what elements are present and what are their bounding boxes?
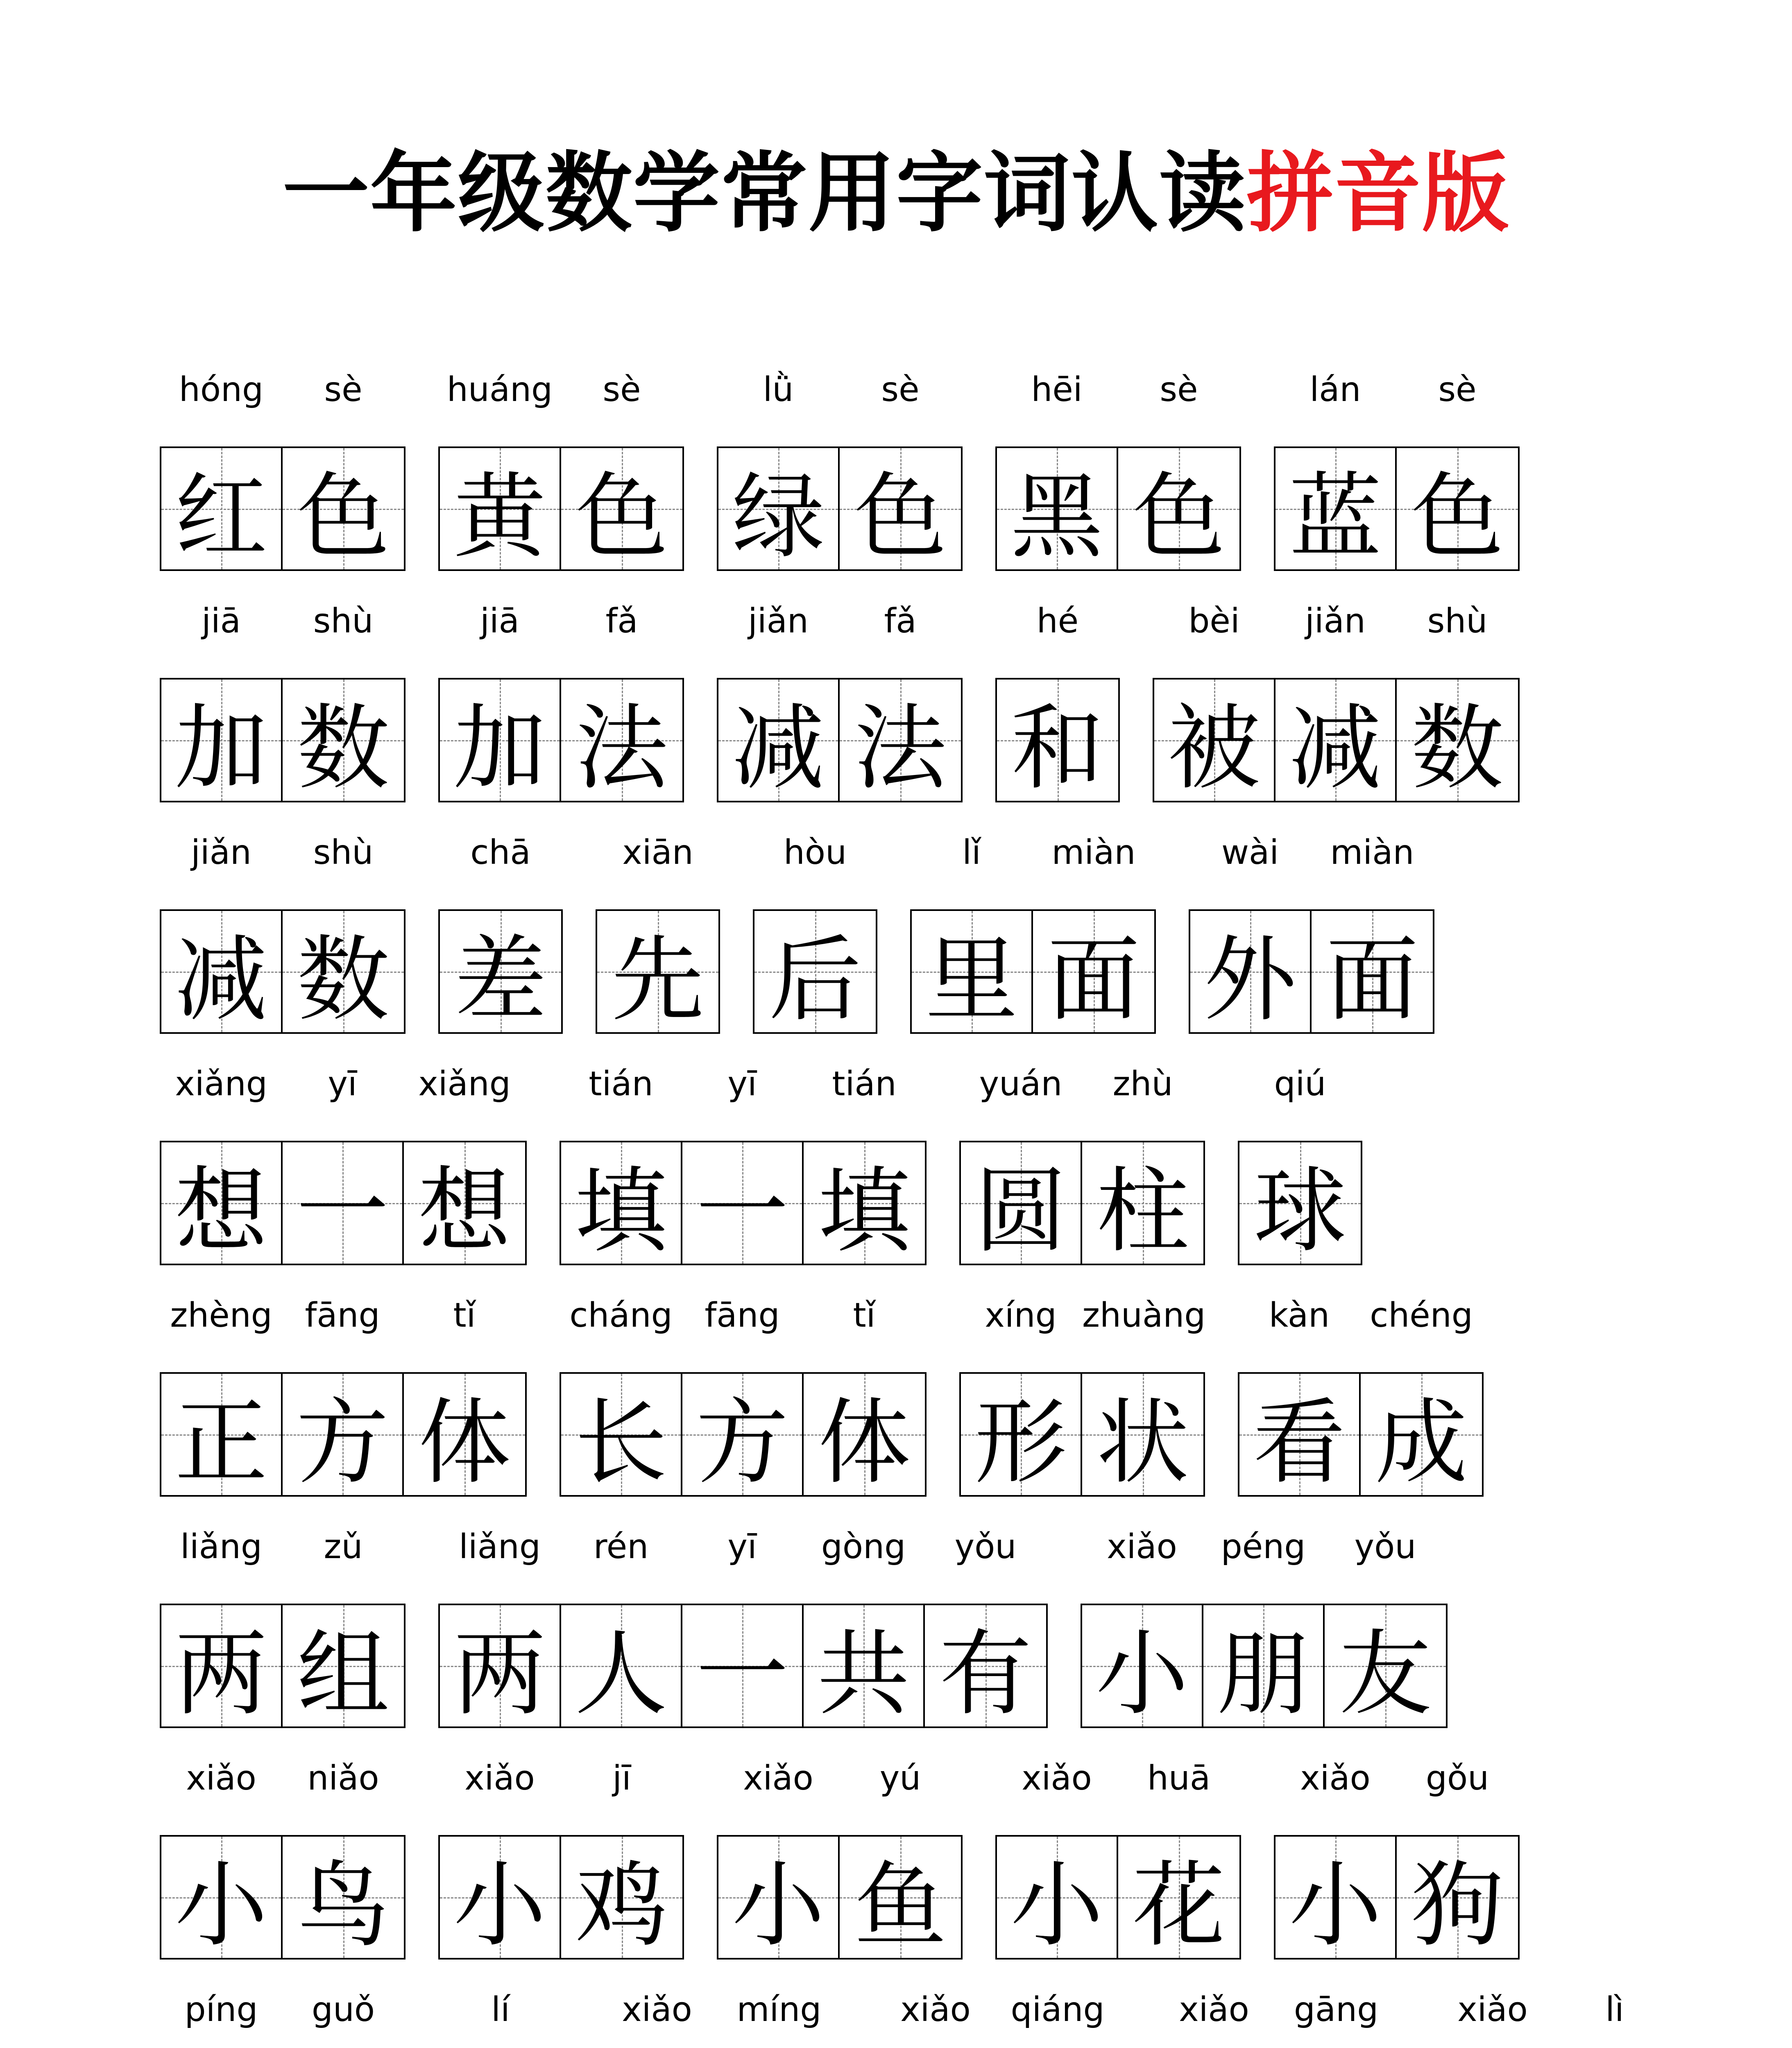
pinyin-label: zǔ	[324, 1527, 363, 1566]
hanzi-character: 一	[696, 1157, 788, 1265]
pinyin-label: gòng	[821, 1527, 906, 1566]
pinyin-label: yī	[727, 1065, 757, 1103]
hanzi-character: 加	[174, 694, 267, 802]
word-box	[438, 1527, 1048, 1728]
hanzi-character: 鸟	[297, 1851, 390, 1960]
tian-grid-cell	[561, 1065, 682, 1265]
hanzi-character: 正	[174, 1389, 267, 1497]
pinyin-label: xiǎo	[186, 1759, 256, 1798]
tian-grid-cell	[925, 1527, 1046, 1728]
word-box	[438, 602, 684, 802]
hanzi-character: 色	[1411, 463, 1504, 571]
hanzi-character: 形	[974, 1389, 1067, 1497]
pinyin-label: lí	[491, 1990, 510, 2029]
pinyin-label: liǎng	[180, 1527, 262, 1566]
hanzi-character: 体	[418, 1389, 511, 1497]
pinyin-label: qiú	[1274, 1065, 1326, 1103]
pinyin-label: jī	[612, 1759, 631, 1798]
hanzi-character: 方	[696, 1389, 788, 1497]
hanzi-character: 小	[1289, 1851, 1382, 1960]
pinyin-label: jiā	[202, 602, 241, 641]
pinyin-label: huáng	[446, 370, 553, 409]
pinyin-label: xiǎo	[1457, 1990, 1528, 2029]
pinyin-label: hóng	[179, 370, 264, 409]
word-box	[160, 1296, 527, 1497]
tian-grid-cell	[440, 370, 561, 571]
hanzi-character: 蓝	[1289, 463, 1382, 571]
pinyin-label: xiān	[622, 833, 693, 872]
word-box	[717, 370, 963, 571]
word-box	[995, 1759, 1241, 1960]
pinyin-label: hēi	[1031, 370, 1083, 409]
hanzi-character: 面	[1047, 926, 1140, 1034]
word-box	[596, 833, 720, 1034]
pinyin-label: liǎng	[459, 1527, 541, 1566]
hanzi-character: 减	[174, 926, 267, 1034]
tian-grid-cell	[718, 1759, 840, 1960]
tian-grid-cell	[1325, 1527, 1446, 1728]
hanzi-character: 减	[1289, 694, 1382, 802]
tian-grid-cell	[840, 370, 961, 571]
pinyin-label: zhèng	[170, 1296, 272, 1335]
hanzi-character: 数	[1411, 694, 1504, 802]
word-row	[160, 1296, 1516, 1497]
pinyin-label: xiǎng	[418, 1065, 511, 1103]
title-highlight: 拼音版	[1246, 143, 1510, 244]
hanzi-character: 方	[296, 1389, 389, 1497]
pinyin-label: gāng	[1294, 1990, 1379, 2029]
hanzi-character: 加	[453, 694, 546, 802]
word-box	[160, 370, 406, 571]
tian-grid-cell	[682, 1296, 804, 1497]
word-box	[438, 1759, 684, 1960]
tian-grid-cell	[561, 370, 682, 571]
hanzi-character: 共	[817, 1620, 910, 1728]
tian-grid-cell	[561, 1296, 682, 1497]
pinyin-label: guǒ	[311, 1990, 375, 2029]
pinyin-label: xíng	[985, 1296, 1057, 1335]
tian-grid-cell	[1275, 1759, 1397, 1960]
hanzi-character: 黄	[453, 463, 546, 571]
tian-grid-cell	[682, 1065, 804, 1265]
hanzi-character: 朋	[1217, 1620, 1309, 1728]
hanzi-character: 数	[297, 694, 390, 802]
pinyin-label: miàn	[1051, 833, 1136, 872]
tian-grid-cell	[804, 1527, 925, 1728]
pinyin-label: zhù	[1112, 1065, 1173, 1103]
word-box	[717, 1759, 963, 1960]
hanzi-character: 小	[1010, 1851, 1103, 1960]
tian-grid-cell	[440, 1527, 561, 1728]
page-title	[0, 144, 1792, 242]
word-box	[160, 1527, 406, 1728]
word-row	[160, 833, 1467, 1034]
tian-grid-cell	[161, 1296, 283, 1497]
word-box	[1274, 1759, 1520, 1960]
pinyin-label: shù	[313, 602, 374, 641]
pinyin-label: sè	[881, 370, 920, 409]
pinyin-label: yǒu	[954, 1527, 1017, 1566]
tian-grid-cell	[754, 833, 876, 1034]
pinyin-label: xiǎo	[1022, 1759, 1092, 1798]
tian-grid-cell	[283, 1759, 404, 1960]
hanzi-character: 圆	[974, 1157, 1067, 1265]
word-box	[560, 1065, 927, 1265]
pinyin-label: xiǎo	[1179, 1990, 1249, 2029]
pinyin-label: miàn	[1330, 833, 1414, 872]
tian-grid-cell	[161, 1527, 283, 1728]
word-box	[717, 602, 963, 802]
title-main: 一年级数学常用字词认读	[282, 143, 1247, 244]
pinyin-label: tǐ	[853, 1296, 876, 1335]
tian-grid-cell	[404, 1065, 525, 1265]
tian-grid-cell	[1397, 370, 1518, 571]
hanzi-character: 狗	[1411, 1851, 1504, 1960]
tian-grid-cell	[997, 370, 1118, 571]
pinyin-label: jiā	[480, 602, 519, 641]
word-box	[1081, 1527, 1448, 1728]
tian-grid-cell	[161, 602, 283, 802]
tian-grid-cell	[1275, 602, 1397, 802]
pinyin-label: yuán	[979, 1065, 1063, 1103]
pinyin-label: lì	[1605, 1990, 1624, 2029]
word-box	[910, 833, 1156, 1034]
hanzi-character: 数	[297, 926, 390, 1034]
tian-grid-cell	[597, 833, 718, 1034]
hanzi-character: 鱼	[854, 1851, 947, 1960]
pinyin-label: yú	[879, 1759, 921, 1798]
tian-grid-cell	[804, 1065, 925, 1265]
word-box	[438, 833, 563, 1034]
pinyin-label: jiǎn	[1305, 602, 1366, 641]
hanzi-character: 法	[854, 694, 947, 802]
tian-grid-cell	[440, 602, 561, 802]
hanzi-character: 状	[1096, 1389, 1189, 1497]
pinyin-label: fāng	[305, 1296, 380, 1335]
tian-grid-cell	[1312, 833, 1433, 1034]
word-box	[438, 370, 684, 571]
hanzi-character: 小	[1095, 1620, 1188, 1728]
hanzi-character: 一	[296, 1157, 389, 1265]
pinyin-label: shù	[313, 833, 374, 872]
word-box	[1153, 602, 1520, 802]
tian-grid-cell	[718, 370, 840, 571]
tian-grid-cell	[1082, 1065, 1203, 1265]
tian-grid-cell	[1082, 1527, 1203, 1728]
pinyin-label: hòu	[783, 833, 847, 872]
hanzi-character: 外	[1203, 926, 1296, 1034]
hanzi-character: 小	[732, 1851, 825, 1960]
pinyin-label: sè	[324, 370, 362, 409]
hanzi-character: 色	[575, 463, 668, 571]
word-box	[995, 602, 1120, 802]
pinyin-label: tián	[832, 1065, 897, 1103]
hanzi-character: 想	[174, 1157, 267, 1265]
tian-grid-cell	[283, 1065, 404, 1265]
tian-grid-cell	[161, 833, 283, 1034]
hanzi-character: 填	[574, 1157, 667, 1265]
hanzi-character: 柱	[1096, 1157, 1189, 1265]
tian-grid-cell	[161, 1759, 283, 1960]
pinyin-label: niǎo	[307, 1759, 379, 1798]
word-row	[160, 1527, 1480, 1728]
hanzi-character: 两	[174, 1620, 267, 1728]
hanzi-character: 先	[611, 926, 704, 1034]
word-box	[160, 1759, 406, 1960]
pinyin-label: yǒu	[1354, 1527, 1416, 1566]
tian-grid-cell	[161, 370, 283, 571]
word-row	[160, 602, 1552, 802]
pinyin-label: lán	[1309, 370, 1361, 409]
pinyin-label: chéng	[1370, 1296, 1473, 1335]
word-box	[1238, 1065, 1362, 1265]
tian-grid-cell	[1033, 833, 1154, 1034]
pinyin-label: xiǎng	[175, 1065, 267, 1103]
hanzi-character: 差	[454, 926, 547, 1034]
hanzi-character: 人	[574, 1620, 667, 1728]
hanzi-character: 红	[174, 463, 267, 571]
tian-grid-cell	[404, 1296, 525, 1497]
tian-grid-cell	[1239, 1065, 1361, 1265]
pinyin-label: wài	[1221, 833, 1279, 872]
tian-grid-cell	[961, 1065, 1082, 1265]
hanzi-character: 被	[1167, 694, 1260, 802]
tian-grid-cell	[912, 833, 1033, 1034]
pinyin-label: xiǎo	[1300, 1759, 1371, 1798]
tian-grid-cell	[840, 602, 961, 802]
hanzi-character: 里	[925, 926, 1018, 1034]
hanzi-character: 球	[1253, 1157, 1346, 1265]
pinyin-label: sè	[1438, 370, 1477, 409]
pinyin-label: zhuàng	[1082, 1296, 1206, 1335]
hanzi-character: 友	[1339, 1620, 1432, 1728]
pinyin-label: xiǎo	[743, 1759, 813, 1798]
hanzi-character: 后	[768, 926, 861, 1034]
tian-grid-cell	[283, 833, 404, 1034]
tian-grid-cell	[1397, 1759, 1518, 1960]
pinyin-label: xiǎo	[1107, 1527, 1177, 1566]
word-row	[160, 370, 1552, 571]
tian-grid-cell	[440, 1759, 561, 1960]
pinyin-label: chā	[470, 833, 531, 872]
tian-grid-cell	[682, 1527, 804, 1728]
pinyin-label: yī	[727, 1527, 757, 1566]
pinyin-label: yī	[328, 1065, 357, 1103]
word-box	[1274, 370, 1520, 571]
word-box	[1238, 1296, 1484, 1497]
tian-grid-cell	[561, 1759, 682, 1960]
word-box	[160, 602, 406, 802]
tian-grid-cell	[1361, 1296, 1482, 1497]
tian-grid-cell	[283, 1296, 404, 1497]
word-box	[959, 1296, 1206, 1497]
pinyin-label: tián	[589, 1065, 653, 1103]
hanzi-character: 色	[297, 463, 390, 571]
pinyin-label: jiǎn	[191, 833, 251, 872]
pinyin-label: kàn	[1269, 1296, 1330, 1335]
hanzi-character: 成	[1375, 1389, 1468, 1497]
tian-grid-cell	[1239, 1296, 1361, 1497]
hanzi-character: 体	[818, 1389, 911, 1497]
tian-grid-cell	[961, 1296, 1082, 1497]
hanzi-character: 黑	[1010, 463, 1103, 571]
tian-grid-cell	[161, 1065, 283, 1265]
hanzi-character: 一	[696, 1620, 788, 1728]
word-row	[160, 1065, 1395, 1265]
hanzi-character: 填	[818, 1157, 911, 1265]
tian-grid-cell	[840, 1759, 961, 1960]
pinyin-label: xiǎo	[464, 1759, 535, 1798]
pinyin-label: tǐ	[453, 1296, 476, 1335]
pinyin-label: lǜ	[763, 370, 794, 409]
hanzi-character: 色	[854, 463, 947, 571]
hanzi-character: 有	[939, 1620, 1032, 1728]
word-box	[560, 1296, 927, 1497]
pinyin-label: bèi	[1188, 602, 1240, 641]
tian-grid-cell	[561, 1527, 682, 1728]
word-box	[959, 1065, 1205, 1265]
tian-grid-cell	[440, 833, 561, 1034]
pinyin-label: xiǎo	[622, 1990, 692, 2029]
pinyin-label: huā	[1147, 1759, 1211, 1798]
word-row	[160, 1759, 1552, 1960]
hanzi-character: 组	[297, 1620, 390, 1728]
word-box	[160, 833, 406, 1034]
hanzi-character: 法	[575, 694, 668, 802]
tian-grid-cell	[997, 1759, 1118, 1960]
pinyin-label: fǎ	[605, 602, 638, 641]
pinyin-label: sè	[1160, 370, 1198, 409]
word-box	[995, 370, 1241, 571]
tian-grid-cell	[1203, 1527, 1325, 1728]
hanzi-character: 减	[732, 694, 825, 802]
hanzi-character: 想	[418, 1157, 511, 1265]
tian-grid-cell	[1118, 1759, 1239, 1960]
tian-grid-cell	[1397, 602, 1518, 802]
pinyin-label: jiǎn	[748, 602, 809, 641]
tian-grid-cell	[1190, 833, 1312, 1034]
word-box	[1189, 833, 1434, 1034]
pinyin-label: fǎ	[884, 602, 917, 641]
pinyin-label: lǐ	[962, 833, 981, 872]
tian-grid-cell	[283, 370, 404, 571]
tian-grid-cell	[283, 1527, 404, 1728]
pinyin-label: míng	[736, 1990, 822, 2029]
pinyin-label: shù	[1427, 602, 1488, 641]
hanzi-character: 色	[1132, 463, 1225, 571]
pinyin-label: fāng	[705, 1296, 780, 1335]
hanzi-character: 绿	[732, 463, 825, 571]
hanzi-character: 花	[1132, 1851, 1225, 1960]
hanzi-character: 面	[1325, 926, 1418, 1034]
hanzi-character: 小	[453, 1851, 546, 1960]
tian-grid-cell	[1082, 1296, 1206, 1497]
pinyin-label: sè	[603, 370, 641, 409]
pinyin-label: péng	[1221, 1527, 1306, 1566]
hanzi-character: 和	[1011, 694, 1104, 802]
pinyin-label: rén	[593, 1527, 649, 1566]
tian-grid-cell	[718, 602, 840, 802]
word-box	[753, 833, 877, 1034]
pinyin-label: hé	[1036, 602, 1079, 641]
pinyin-label: cháng	[569, 1296, 673, 1335]
pinyin-label: xiǎo	[900, 1990, 971, 2029]
tian-grid-cell	[561, 602, 682, 802]
pinyin-label: gǒu	[1425, 1759, 1489, 1798]
tian-grid-cell	[1154, 602, 1275, 802]
tian-grid-cell	[1118, 370, 1239, 571]
hanzi-character: 看	[1253, 1389, 1346, 1497]
pinyin-label: píng	[184, 1990, 258, 2029]
hanzi-character: 鸡	[575, 1851, 668, 1960]
tian-grid-cell	[804, 1296, 925, 1497]
hanzi-character: 两	[453, 1620, 546, 1728]
tian-grid-cell	[1275, 370, 1397, 571]
tian-grid-cell	[283, 602, 404, 802]
hanzi-character: 长	[574, 1389, 667, 1497]
word-box	[160, 1065, 527, 1265]
pinyin-label: qiáng	[1010, 1990, 1105, 2029]
tian-grid-cell	[997, 602, 1118, 802]
hanzi-character: 小	[174, 1851, 267, 1960]
